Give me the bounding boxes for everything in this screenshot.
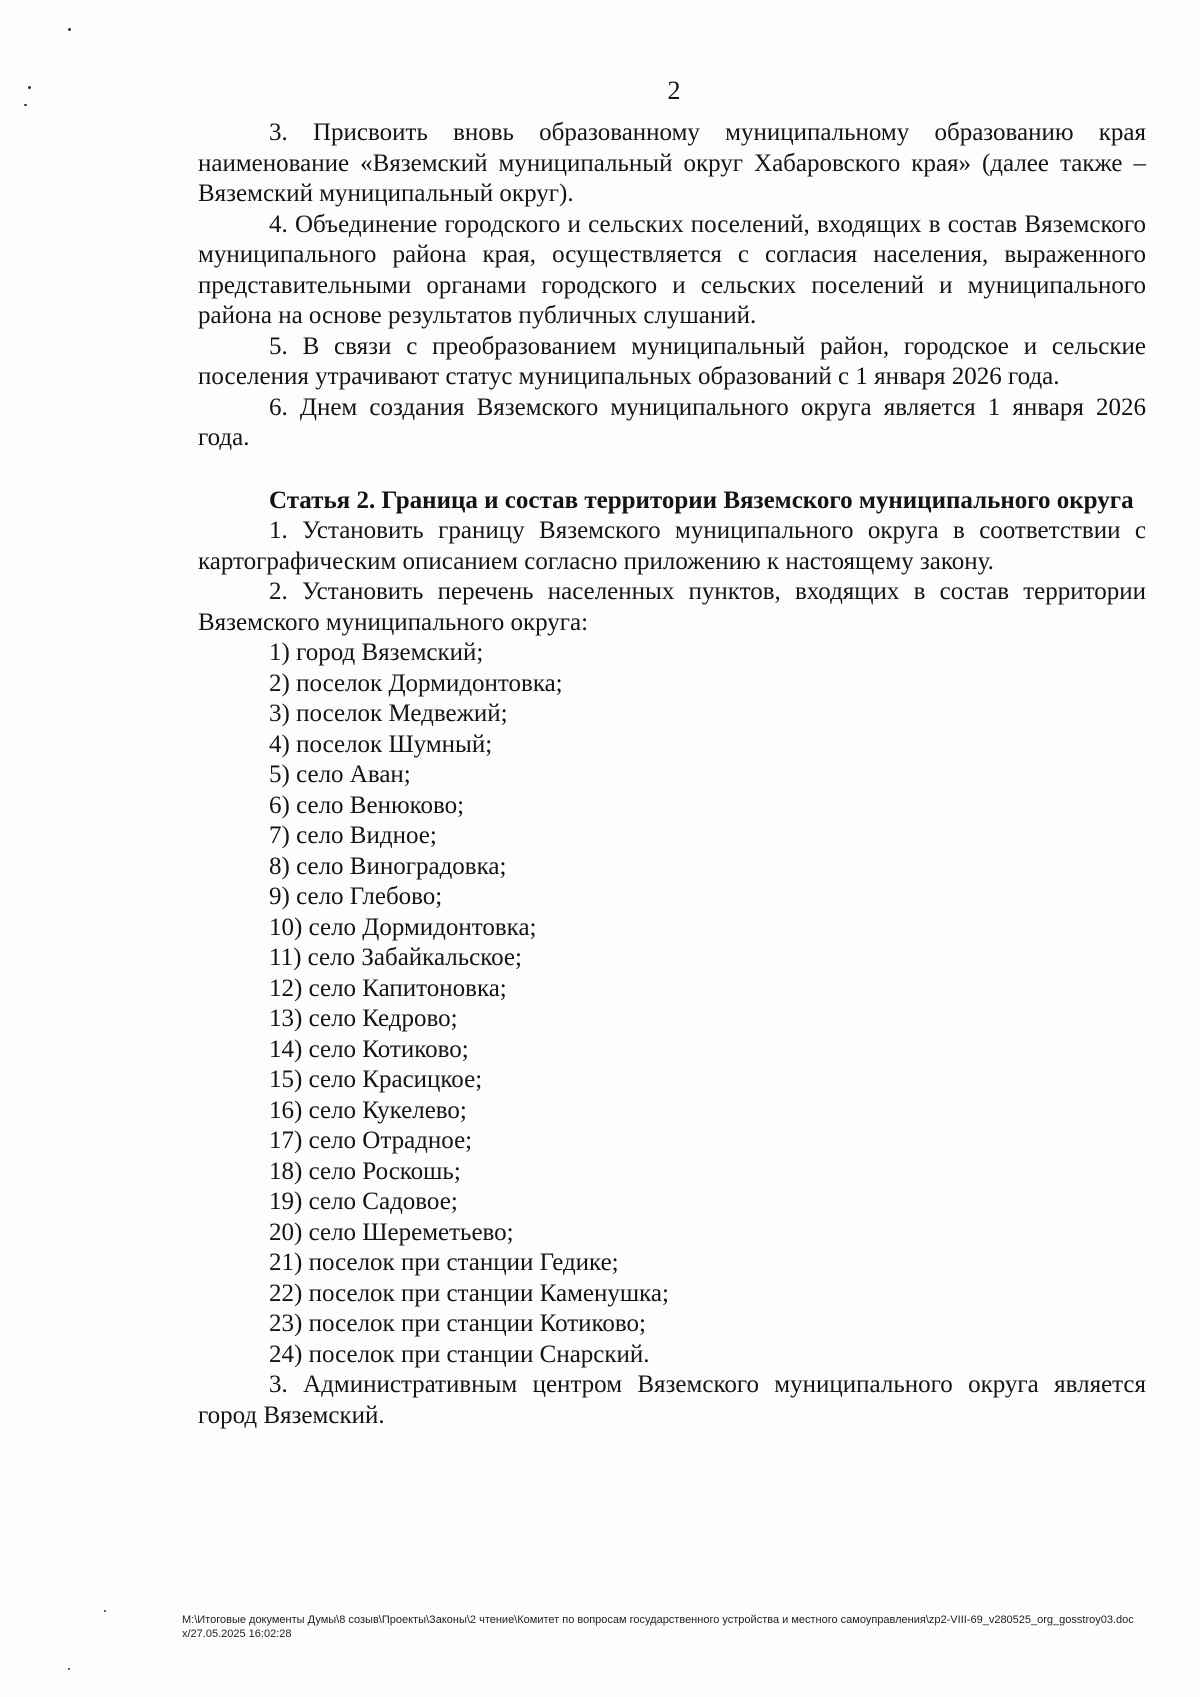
list-item: 22) поселок при станции Каменушка; [269,1279,669,1307]
article-paragraph-3: 3. Административным центром Вяземского муниципального округа является город Вяземский. [198,1371,1146,1429]
list-item: 13) село Кедрово; [269,1005,458,1032]
list-item: 17) село Отрадное; [269,1127,473,1154]
article-paragraph-2: 2. Установить перечень населенных пунктов, входящих в состав территории Вяземского муниципального округа: [198,578,1146,636]
scan-speck [104,1610,106,1612]
list-item: 21) поселок при станции Гедике; [269,1249,619,1276]
paragraph-5: 5. В связи с преобразованием муниципальный район, городское и сельские поселения утрачивают статус муниципальных образований с 1 января 2026 года. [198,332,1146,390]
list-item: 20) село Шереметьево; [269,1218,514,1246]
list-item: 1) город Вяземский; [269,639,484,666]
settlement-list [198,638,1146,1370]
list-item: 15) село Красицкое; [269,1066,483,1093]
list-item: 14) село Котиково; [269,1035,469,1063]
paragraph-6: 6. Днем создания Вяземского муниципального округа является 1 января 2026 года. [198,393,1146,451]
scan-speck [68,1668,70,1670]
list-item: 12) село Капитоновка; [269,974,507,1002]
list-item: 10) село Дормидонтовка; [269,913,537,941]
list-item: 5) село Аван; [269,761,411,788]
footer-file-path: M:\Итоговые документы Думы\8 созыв\Проекты\Законы\2 чтение\Комитет по вопросам государственного устройства и местного самоуправления\zp2-VIII-69_v280525_org_gosstroy03.docx/27.05.2025 16:02:28 [182,1614,1134,1640]
list-item: 23) поселок при станции Котиково; [269,1310,647,1337]
scan-speck [68,28,71,31]
list-item: 8) село Виноградовка; [269,852,507,880]
document-body [198,118,1146,1431]
article-heading: Статья 2. Граница и состав территории Вяземского муниципального округа [269,486,1134,514]
list-item: 7) село Видное; [269,822,437,849]
list-item: 18) село Роскошь; [269,1157,461,1185]
article-paragraph-1: 1. Установить границу Вяземского муниципального округа в соответствии с картографическим описанием согласно приложению к настоящему закону. [198,517,1146,575]
list-item: 9) село Глебово; [269,883,443,910]
list-item: 11) село Забайкальское; [269,944,522,971]
list-item: 6) село Венюково; [269,791,465,819]
list-item: 4) поселок Шумный; [269,730,493,758]
list-item: 19) село Садовое; [269,1188,458,1215]
list-item: 2) поселок Дормидонтовка; [269,669,563,697]
page-number: 2 [667,76,681,105]
paragraph-3: 3. Присвоить вновь образованному муниципальному образованию края наименование «Вяземский муниципальный округ Хабаровского края» (далее также – Вяземский муниципальный округ). [198,119,1146,207]
list-item: 16) село Кукелево; [269,1096,467,1124]
list-item: 3) поселок Медвежий; [269,700,508,727]
list-item: 24) поселок при станции Снарский. [269,1340,650,1368]
paragraph-4: 4. Объединение городского и сельских поселений, входящих в состав Вяземского муниципального района края, осуществляется с согласия населения, выраженного представительными органами городского и сельских поселений и муниципального района на основе результатов публичных слушаний. [198,210,1146,329]
